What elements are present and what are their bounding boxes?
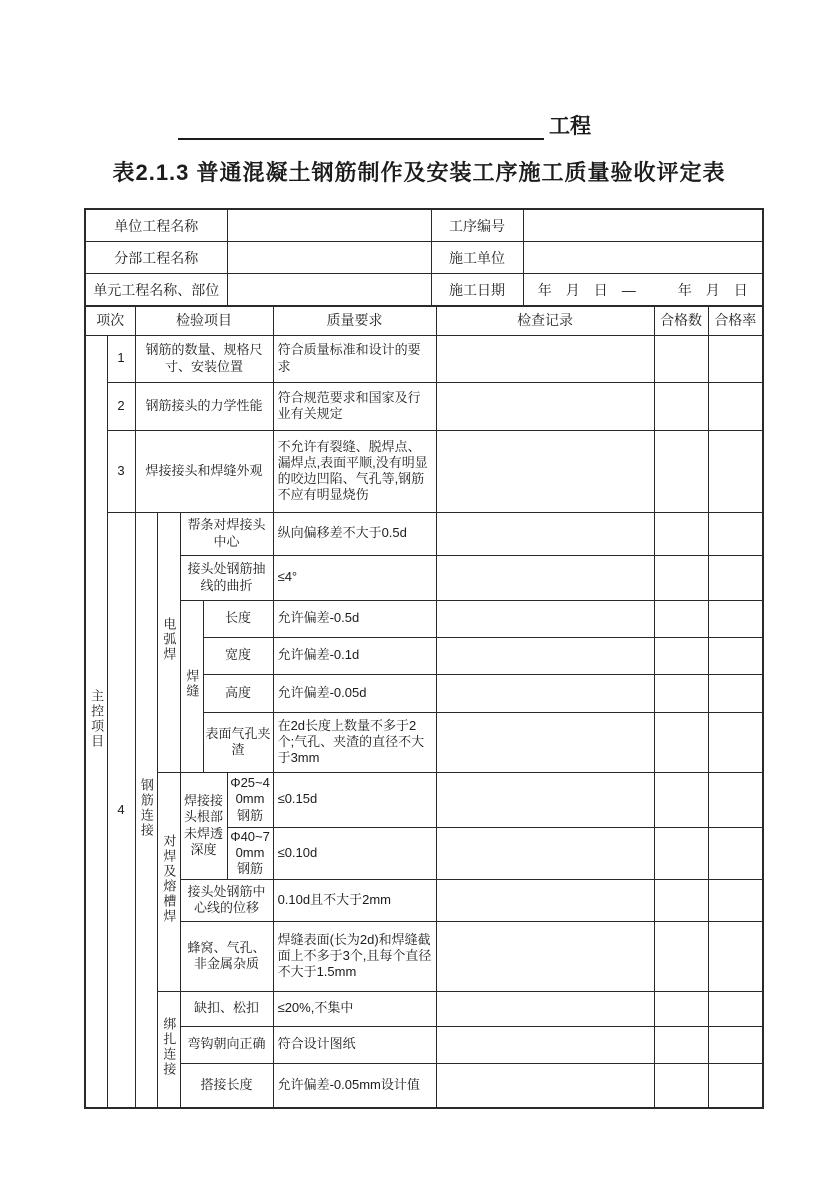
- qualified-rate-cell: [708, 382, 763, 430]
- qualified-rate-cell: [708, 921, 763, 991]
- inspection-item-cell: 长度: [203, 600, 273, 637]
- info-table: [84, 208, 764, 307]
- group-main-control-items: 主控项目: [85, 335, 107, 1108]
- qualified-count-cell: [654, 991, 708, 1026]
- qualified-count-cell: [654, 1063, 708, 1108]
- element-project-label: 单元工程名称、部位: [85, 274, 227, 307]
- qualified-rate-cell: [708, 674, 763, 712]
- qualified-rate-cell: [708, 430, 763, 512]
- division-project-value-cell: [227, 242, 431, 274]
- page-title: 表2.1.3 普通混凝土钢筋制作及安装工序施工质量验收评定表: [112, 160, 726, 185]
- inspection-record-cell: [436, 991, 654, 1026]
- inspection-item-cell: 缺扣、松扣: [180, 991, 273, 1026]
- header-inspection-record: 检查记录: [436, 306, 654, 335]
- inspection-item-cell: 接头处钢筋抽线的曲折: [180, 555, 273, 600]
- table-row: [85, 921, 763, 991]
- quality-requirement-cell: 允许偏差-0.05mm设计值: [273, 1063, 436, 1108]
- qualified-count-cell: [654, 879, 708, 921]
- table-row: [85, 1026, 763, 1063]
- inspection-record-cell: [436, 335, 654, 382]
- header-item-no: 项次: [85, 306, 135, 335]
- quality-requirement-cell: ≤0.10d: [273, 827, 436, 879]
- method-arc-welding: 电弧焊: [157, 512, 180, 772]
- quality-requirement-cell: ≤0.15d: [273, 772, 436, 827]
- quality-requirement-cell: 允许偏差-0.1d: [273, 637, 436, 674]
- sub-weld-seam: 焊缝: [180, 600, 203, 772]
- contractor-label: 施工单位: [431, 242, 523, 274]
- row-no: 1: [107, 335, 135, 382]
- unit-project-label: 单位工程名称: [85, 209, 227, 242]
- row-no: 4: [107, 512, 135, 1108]
- quality-requirement-cell: 在2d长度上数量不多于2个;气孔、夹渣的直径不大于3mm: [273, 712, 436, 772]
- inspection-item-cell: 焊接接头和焊缝外观: [135, 430, 273, 512]
- qualified-rate-cell: [708, 1063, 763, 1108]
- inspection-record-cell: [436, 637, 654, 674]
- table-row: [85, 430, 763, 512]
- quality-requirement-cell: 允许偏差-0.5d: [273, 600, 436, 637]
- group-rebar-connection: 钢筋连接: [135, 512, 157, 1108]
- inspection-table: [84, 305, 764, 1109]
- quality-requirement-cell: 符合规范要求和国家及行业有关规定: [273, 382, 436, 430]
- inspection-record-cell: [436, 921, 654, 991]
- qualified-count-cell: [654, 1026, 708, 1063]
- qualified-count-cell: [654, 637, 708, 674]
- inspection-record-cell: [436, 430, 654, 512]
- quality-requirement-cell: 允许偏差-0.05d: [273, 674, 436, 712]
- inspection-record-cell: [436, 1026, 654, 1063]
- inspection-record-cell: [436, 600, 654, 637]
- inspection-item-cell: 钢筋的数量、规格尺寸、安装位置: [135, 335, 273, 382]
- contractor-value-cell: [523, 242, 763, 274]
- inspection-record-cell: [436, 382, 654, 430]
- inspection-record-cell: [436, 1063, 654, 1108]
- unit-project-value-cell: [227, 209, 431, 242]
- inspection-item-cell: 搭接长度: [180, 1063, 273, 1108]
- inspection-record-cell: [436, 827, 654, 879]
- element-project-value-cell: [227, 274, 431, 307]
- construction-date-label: 施工日期: [431, 274, 523, 307]
- project-blank-line: [178, 110, 591, 140]
- header-qualified-rate: 合格率: [708, 306, 763, 335]
- qualified-rate-cell: [708, 1026, 763, 1063]
- quality-requirement-cell: ≤20%,不集中: [273, 991, 436, 1026]
- qualified-rate-cell: [708, 712, 763, 772]
- qualified-count-cell: [654, 674, 708, 712]
- qualified-rate-cell: [708, 335, 763, 382]
- qualified-count-cell: [654, 772, 708, 827]
- quality-requirement-cell: ≤4°: [273, 555, 436, 600]
- project-suffix-label: 工程: [549, 115, 591, 138]
- inspection-item-cell: 帮条对焊接头中心: [180, 512, 273, 555]
- table-header-row: [85, 306, 763, 335]
- quality-requirement-cell: 符合设计图纸: [273, 1026, 436, 1063]
- rebar-spec-cell: Φ25~40mm钢筋: [227, 772, 273, 827]
- quality-requirement-cell: 符合质量标准和设计的要求: [273, 335, 436, 382]
- quality-requirement-cell: 纵向偏移差不大于0.5d: [273, 512, 436, 555]
- inspection-item-cell: 蜂窝、气孔、非金属杂质: [180, 921, 273, 991]
- qualified-rate-cell: [708, 600, 763, 637]
- table-row: [85, 879, 763, 921]
- qualified-count-cell: [654, 512, 708, 555]
- qualified-count-cell: [654, 600, 708, 637]
- qualified-count-cell: [654, 555, 708, 600]
- table-row: [85, 1063, 763, 1108]
- inspection-item-cell: 表面气孔夹渣: [203, 712, 273, 772]
- table-row: [85, 512, 763, 555]
- qualified-rate-cell: [708, 637, 763, 674]
- table-row: [85, 335, 763, 382]
- fill-in-underline: [178, 112, 544, 140]
- inspection-record-cell: [436, 555, 654, 600]
- info-row-element: [85, 274, 763, 307]
- method-tie-connection: 绑扎连接: [157, 991, 180, 1108]
- header-qualified-count: 合格数: [654, 306, 708, 335]
- inspection-item-cell: 宽度: [203, 637, 273, 674]
- inspection-item-cell: 接头处钢筋中心线的位移: [180, 879, 273, 921]
- procedure-no-label: 工序编号: [431, 209, 523, 242]
- quality-requirement-cell: 0.10d且不大于2mm: [273, 879, 436, 921]
- qualified-count-cell: [654, 712, 708, 772]
- table-row: [85, 382, 763, 430]
- qualified-rate-cell: [708, 772, 763, 827]
- qualified-rate-cell: [708, 879, 763, 921]
- division-project-label: 分部工程名称: [85, 242, 227, 274]
- inspection-item-cell: 弯钩朝向正确: [180, 1026, 273, 1063]
- qualified-count-cell: [654, 382, 708, 430]
- header-inspection-item: 检验项目: [135, 306, 273, 335]
- construction-date-value: 年 月 日 — 年 月 日: [523, 274, 763, 307]
- inspection-record-cell: [436, 674, 654, 712]
- quality-requirement-cell: 不允许有裂缝、脱焊点、漏焊点,表面平顺,没有明显的咬边凹陷、气孔等,钢筋不应有明显烧伤: [273, 430, 436, 512]
- inspection-item-cell: 钢筋接头的力学性能: [135, 382, 273, 430]
- form-tables: [84, 208, 764, 1109]
- inspection-record-cell: [436, 772, 654, 827]
- inspection-record-cell: [436, 512, 654, 555]
- table-row: [85, 772, 763, 827]
- rebar-spec-cell: Φ40~70mm钢筋: [227, 827, 273, 879]
- qualified-count-cell: [654, 827, 708, 879]
- header-quality-requirement: 质量要求: [273, 306, 436, 335]
- quality-requirement-cell: 焊缝表面(长为2d)和焊缝截面上不多于3个,且每个直径不大于1.5mm: [273, 921, 436, 991]
- row-no: 3: [107, 430, 135, 512]
- info-row-unit: [85, 209, 763, 242]
- inspection-item-cell: 焊接接头根部未焊透深度: [180, 772, 227, 879]
- qualified-count-cell: [654, 430, 708, 512]
- qualified-rate-cell: [708, 512, 763, 555]
- qualified-rate-cell: [708, 555, 763, 600]
- info-row-division: [85, 242, 763, 274]
- table-row: [85, 991, 763, 1026]
- table-row: [85, 600, 763, 637]
- inspection-item-cell: 高度: [203, 674, 273, 712]
- table-row: [85, 555, 763, 600]
- inspection-record-cell: [436, 879, 654, 921]
- row-no: 2: [107, 382, 135, 430]
- procedure-no-value-cell: [523, 209, 763, 242]
- qualified-rate-cell: [708, 827, 763, 879]
- qualified-count-cell: [654, 335, 708, 382]
- qualified-count-cell: [654, 921, 708, 991]
- method-butt-and-groove-welding: 对焊及熔槽焊: [157, 772, 180, 991]
- qualified-rate-cell: [708, 991, 763, 1026]
- inspection-record-cell: [436, 712, 654, 772]
